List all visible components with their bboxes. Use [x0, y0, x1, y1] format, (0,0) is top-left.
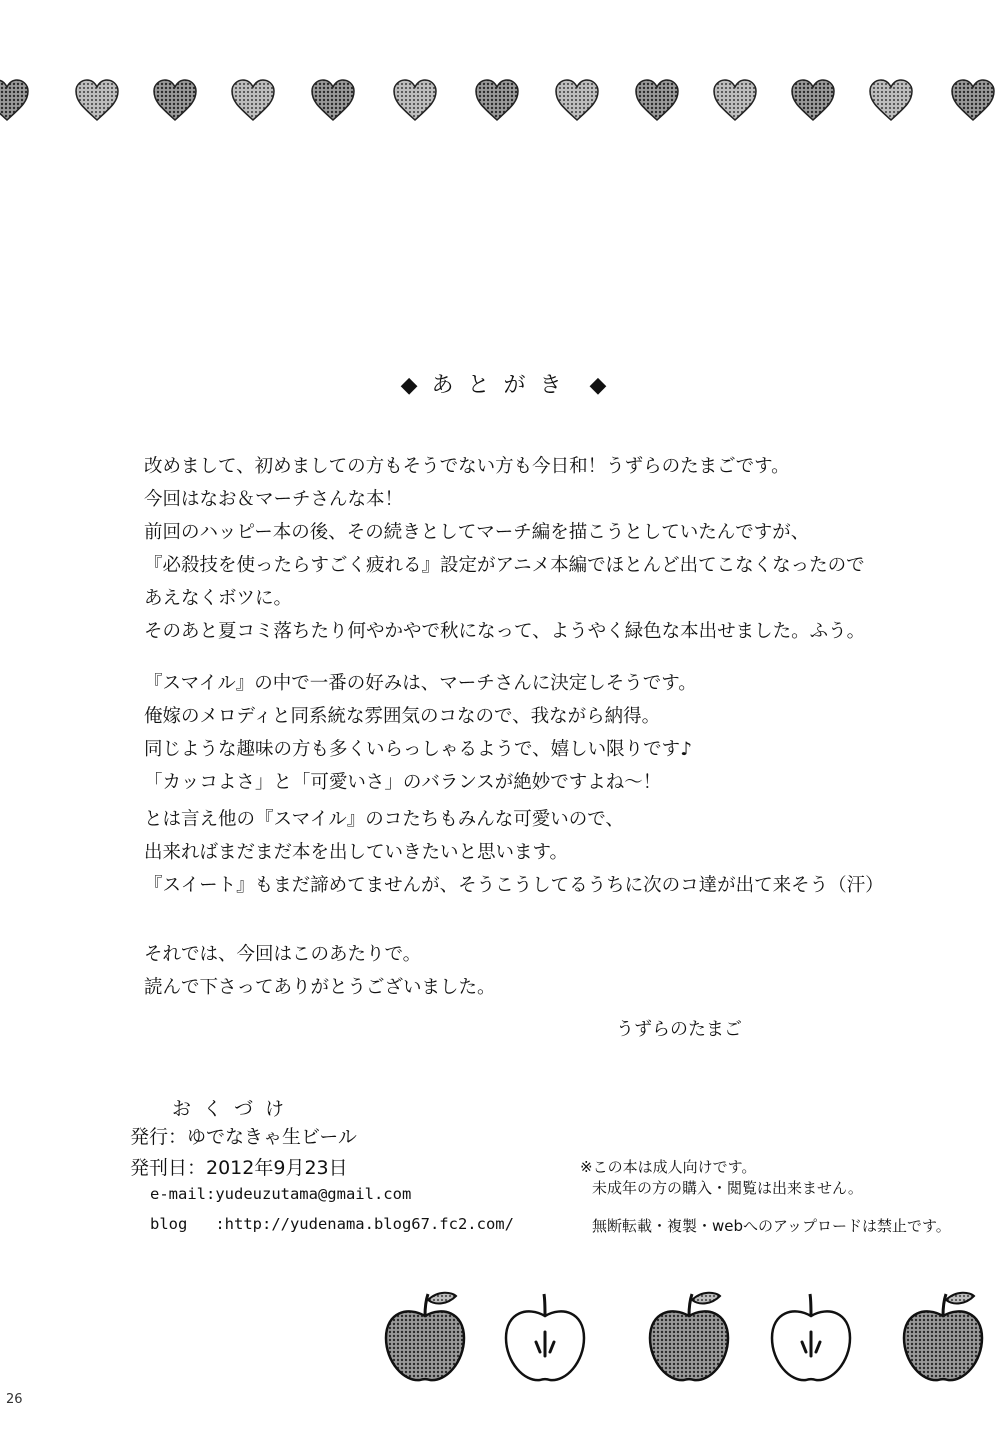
colophon-title: おくづけ — [172, 1098, 297, 1120]
colophon-publisher: 発行：ゆでなきゃ生ビール — [130, 1126, 357, 1148]
colophon-email: e-mail:yudeuzutama@gmail.com — [150, 1185, 412, 1203]
diamond-icon: ◆ — [400, 373, 418, 398]
text-line: 『スイート』もまだ諦めてませんが、そうこうしてるうちに次のコ達が出て来そう（汗） — [144, 875, 884, 896]
copyright-notice: 無断転載・複製・webへのアップロードは禁止です。 — [592, 1217, 951, 1235]
minor-notice: 未成年の方の購入・閲覧は出来ません。 — [592, 1179, 863, 1197]
heart-icon — [0, 78, 30, 122]
heart-icon — [310, 78, 356, 122]
colophon-date: 発刊日：2012年9月23日 — [130, 1157, 348, 1179]
text-line: 前回のハッピー本の後、その続きとしてマーチ編を描こうとしていたんですが、 — [144, 522, 810, 543]
text-line: そのあと夏コミ落ちたり何やかやで秋になって、ようやく緑色な本出せました。ふう。 — [144, 621, 866, 642]
text-line: 『スマイル』の中で一番の好みは、マーチさんに決定しそうです。 — [144, 673, 697, 694]
afterword-paragraph — [144, 450, 864, 648]
heart-icon — [152, 78, 198, 122]
text-line: 『必殺技を使ったらすごく疲れる』設定がアニメ本編でほとんど出てこなくなったので — [144, 555, 865, 576]
text-line: 「カッコよさ」と「可愛いさ」のバランスが絶妙ですよね～！ — [144, 772, 662, 793]
afterword-paragraph — [144, 803, 884, 902]
cut-apple-icon — [500, 1286, 590, 1386]
text-line: 出来ればまだまだ本を出していきたいと思います。 — [144, 842, 569, 863]
author-signature: うずらのたまご — [616, 1019, 742, 1040]
whole-apple-icon — [644, 1286, 734, 1386]
adult-notice: ※この本は成人向けです。 — [580, 1158, 757, 1176]
heart-icon — [712, 78, 758, 122]
text-line: 読んで下さってありがとうございました。 — [144, 977, 496, 998]
heart-icon — [392, 78, 438, 122]
heart-icon — [74, 78, 120, 122]
text-line: 改めまして、初めましての方もそうでない方も今日和！うずらのたまごです。 — [144, 456, 790, 477]
heart-icon — [554, 78, 600, 122]
afterword-title-text: あとがき — [431, 373, 576, 398]
text-line: 同じような趣味の方も多くいらっしゃるようで、嬉しい限りです♪ — [144, 739, 692, 760]
text-line: あえなくボツに。 — [144, 588, 293, 609]
text-line: それでは、今回はこのあたりで。 — [144, 944, 422, 965]
apple-border-bottom — [0, 1286, 1007, 1386]
heart-icon — [868, 78, 914, 122]
heart-icon — [474, 78, 520, 122]
heart-icon — [634, 78, 680, 122]
heart-icon — [950, 78, 996, 122]
heart-border-top — [0, 78, 1007, 126]
text-line: 今回はなお＆マーチさんな本！ — [144, 489, 404, 510]
whole-apple-icon — [380, 1286, 470, 1386]
afterword-title — [0, 368, 1007, 399]
text-line: 俺嫁のメロディと同系統な雰囲気のコなので、我ながら納得。 — [144, 706, 661, 727]
diamond-icon: ◆ — [589, 373, 607, 398]
text-line: とは言え他の『スマイル』のコたちもみんな可愛いので、 — [144, 809, 624, 830]
page-number: 26 — [6, 1392, 23, 1407]
whole-apple-icon — [898, 1286, 988, 1386]
heart-icon — [230, 78, 276, 122]
cut-apple-icon — [766, 1286, 856, 1386]
afterword-paragraph — [144, 938, 864, 1004]
heart-icon — [790, 78, 836, 122]
afterword-paragraph — [144, 667, 864, 799]
colophon-blog: blog :http://yudenama.blog67.fc2.com/ — [150, 1215, 514, 1233]
